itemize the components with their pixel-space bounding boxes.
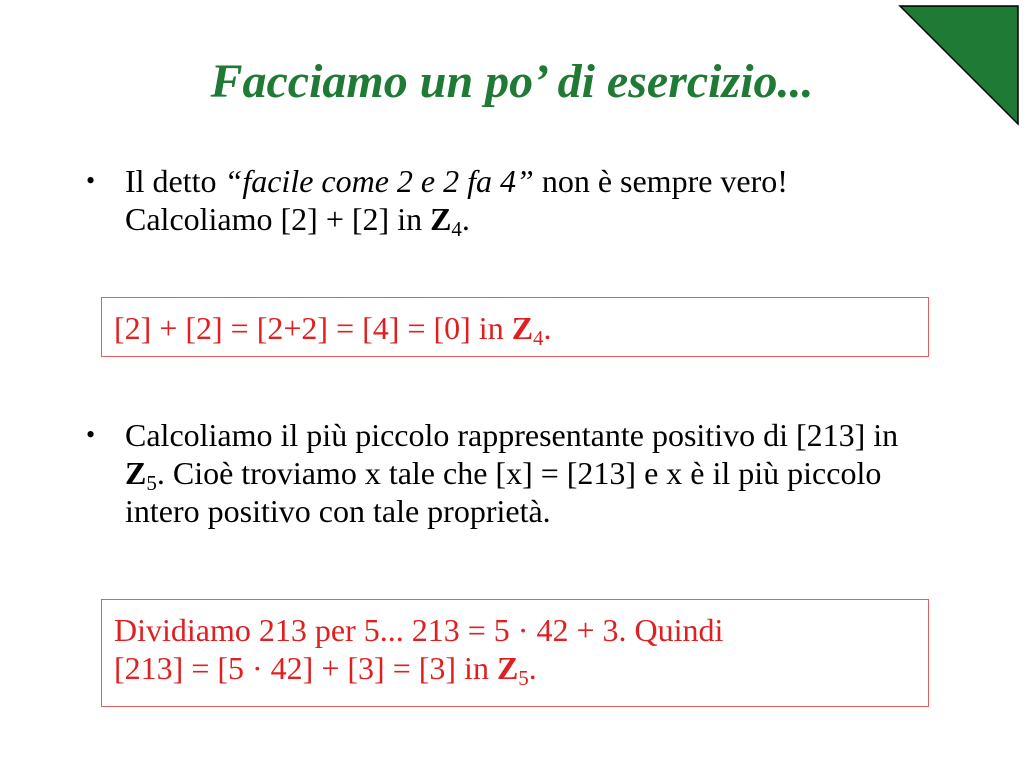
box-2-line-2 <box>114 649 928 690</box>
set-symbol: Z <box>496 650 519 686</box>
bullet-marker: • <box>86 166 96 195</box>
bullet-1-suffix: . <box>461 201 470 237</box>
bullet-item-2 <box>86 416 926 576</box>
set-symbol: Z <box>511 310 534 346</box>
box-2-suffix: . <box>528 650 537 686</box>
box-2-line-2-text: [213] = [5 · 42] + [3] = [3] in <box>114 650 497 686</box>
result-box-2 <box>101 599 929 707</box>
bullet-2-text-a: Calcoliamo il più piccolo rappresentante positivo di [213] in <box>125 417 899 453</box>
bullet-2-text <box>125 416 926 530</box>
box-2-line-1: Dividiamo 213 per 5... 213 = 5 · 42 + 3. Quindi <box>114 612 724 648</box>
box-1-suffix: . <box>543 310 552 346</box>
slide-title: Facciamo un po’ di esercizio... <box>210 55 814 108</box>
bullet-1-rest: non è sempre vero! Calcoliamo [2] + [2] in <box>125 163 788 237</box>
bullet-1-text <box>125 162 926 241</box>
bullet-item-1 <box>86 162 926 242</box>
set-subscript: 5 <box>518 666 529 690</box>
result-box-1 <box>101 297 929 357</box>
set-subscript: 4 <box>451 217 462 241</box>
set-subscript: 5 <box>146 471 157 495</box>
bullet-marker: • <box>86 420 96 449</box>
bullet-2-text-b: . Cioè troviamo x tale che [x] = [213] e x è il più piccolo intero positivo con tale proprietà. <box>125 455 882 529</box>
box-1-text: [2] + [2] = [2+2] = [4] = [0] in <box>114 310 512 346</box>
set-subscript: 4 <box>533 326 544 350</box>
set-symbol: Z <box>125 455 147 491</box>
set-symbol: Z <box>430 201 452 237</box>
bullet-1-quote: “facile come 2 e 2 fa 4” <box>224 163 534 199</box>
bullet-1-prefix: Il detto <box>125 163 225 199</box>
